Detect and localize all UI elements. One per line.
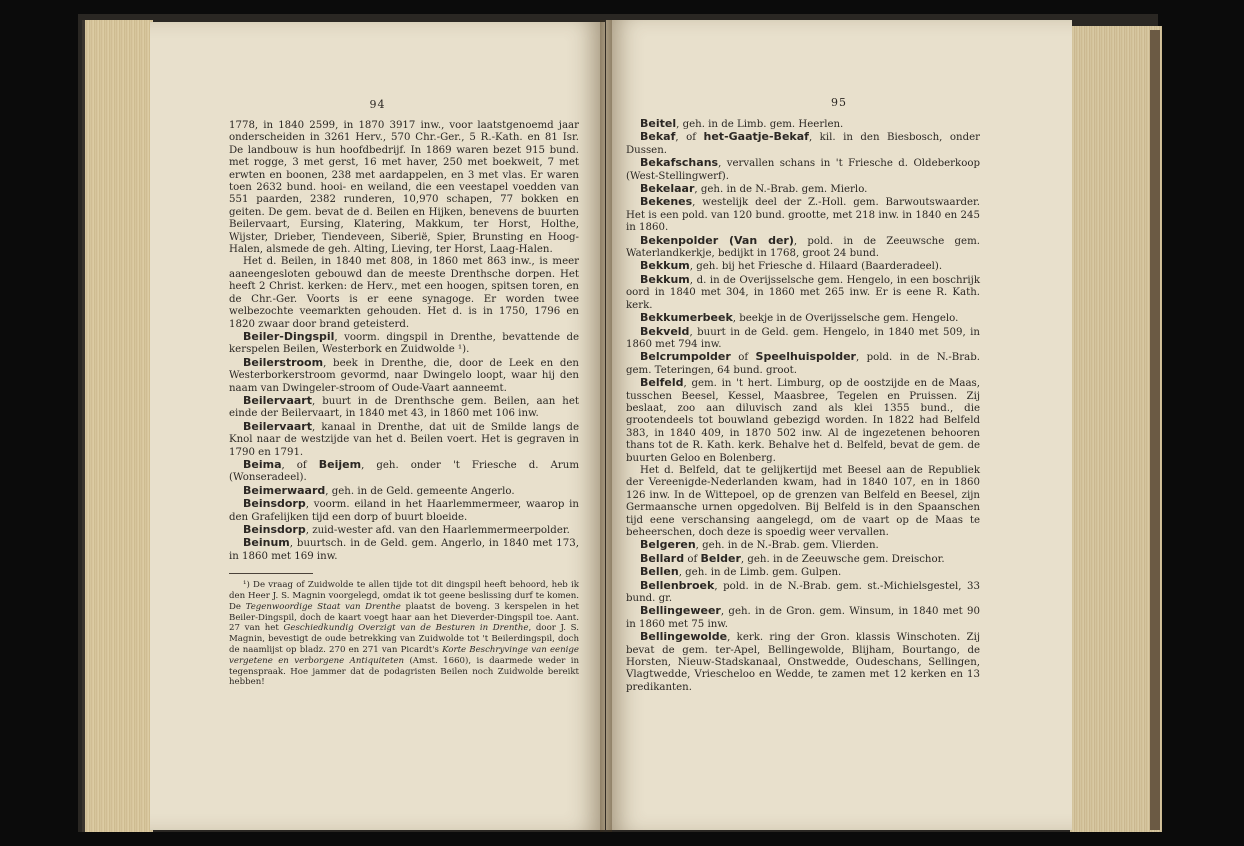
entry-body: , voorm. dingspil in Drenthe, bevattende de kerspelen Beilen, Westerbork en Zuidwolde ¹). xyxy=(229,331,579,356)
entry-body: , voorm. eiland in het Haarlemmermeer, waarop in den Grafelijken tijd een dorp of buurt bloeide. xyxy=(229,499,579,523)
entry xyxy=(626,196,980,234)
right-page-edges xyxy=(1070,26,1162,832)
right-page-text xyxy=(626,118,980,694)
headword: Beiler-Dingspil xyxy=(243,329,335,343)
entry xyxy=(229,357,579,395)
headword: Bellard xyxy=(640,551,685,565)
headword: Bekveld xyxy=(640,324,690,338)
entry xyxy=(626,566,980,579)
left-page-edges xyxy=(82,20,153,832)
entry-body: , buurt in de Geld. gem. Hengelo, in 1840 met 509, in 1860 met 794 inw. xyxy=(626,326,980,350)
entry-body: , buurtsch. in de Geld. gem. Angerlo, in 1840 met 173, in 1860 met 169 inw. xyxy=(229,538,579,562)
entry-body: , of xyxy=(281,459,319,471)
headword: Bekenpolder (Van der) xyxy=(640,233,794,247)
entry xyxy=(626,118,980,131)
right-edge-shadow xyxy=(1150,30,1160,830)
headword: Bekkum xyxy=(640,259,690,273)
headword: Beimerwaard xyxy=(243,483,326,497)
page-number-right: 95 xyxy=(831,96,847,109)
headword: Bekkum xyxy=(640,272,690,286)
headword: Belfeld xyxy=(640,376,684,390)
headword: Bellenbroek xyxy=(640,578,715,592)
entry xyxy=(626,235,980,261)
entry-body: , zuid-wester afd. van den Haarlemmermeerpolder. xyxy=(305,525,570,536)
entry-body: , westelijk deel der Z.-Holl. gem. Barwoutswaarder. Het is een pold. van 120 bund. grootte, met 218 inw. in 1840 en 245 in 1860. xyxy=(626,197,980,234)
footnote-title: Tegenwoordige Staat van Drenthe xyxy=(245,601,401,612)
entry xyxy=(626,351,980,377)
entry xyxy=(229,421,579,459)
entry xyxy=(626,183,980,196)
headword: Belder xyxy=(700,551,741,565)
entry-body: , geh. bij het Friesche d. Hilaard (Baarderadeel). xyxy=(689,261,943,273)
entry-body: , d. in de Overijsselsche gem. Hengelo, in een boschrijk oord in 1840 met 304, in 1860 met 265 inw. Er is eene R. Kath. kerk. xyxy=(626,274,980,311)
entry-body: , geh. in de Geld. gemeente Angerlo. xyxy=(325,485,515,497)
headword: Beinsdorp xyxy=(243,523,306,536)
entry-body: , geh. in de Zeeuwsche gem. Dreischor. xyxy=(740,553,945,565)
footnote xyxy=(229,580,579,688)
headword: het-Gaatje-Bekaf xyxy=(703,130,809,144)
paragraph: Het d. Beilen, in 1840 met 808, in 1860 met 863 inw., is meer aaneengesloten gebouwd dan de meeste Drenthsche dorpen. Het heeft 2 Christ. kerken: de Herv., met een hoogen, spitsen toren, en de Chr.-Ger. Voorts is er eene synagoge. Er worden twee welbezochte veemarkten gehouden. Het d. is in 1750, 1796 en 1820 zwaar door brand geteisterd. xyxy=(229,256,579,330)
entry-body: , gem. in 't hert. Limburg, op de oostzijde en de Maas, tusschen Beesel, Kessel, Maasbree, Tegelen en Pruissen. Zij beslaat, zoo aan diluvisch zand als klei 1355 bund., die grootendeels tot bouwland gebezigd worden. In 1822 had Belfeld 383, in 1840 409, in 1870 502 inw. Al de ingezetenen behooren thans tot de R. Kath. kerk. Behalve het d. Belfeld, bevat de gem. de buurten Geloo en Bolenberg. xyxy=(626,378,980,464)
headword: Beinum xyxy=(243,536,290,550)
headword: Beima xyxy=(243,457,282,471)
entry xyxy=(626,605,980,631)
headword: Beilervaart xyxy=(243,419,312,433)
headword: Beinsdorp xyxy=(243,497,306,511)
entry xyxy=(229,498,579,524)
entry-body: , kerk. ring der Gron. klassis Winschoten. Zij bevat de gem. ter-Apel, Bellingewolde, Blijham, Bourtango, de Horsten, Nieuw-Stadskanaal, Onstwedde, Oudeschans, Sellingen, Vlagtwedde, Vriescheloo en Wedde, te zamen met 12 kerken en 13 predikanten. xyxy=(626,632,980,693)
entry xyxy=(229,485,579,498)
headword: Bekafschans xyxy=(640,156,719,170)
entry xyxy=(229,331,579,357)
headword: Beijem xyxy=(318,457,362,471)
entry xyxy=(626,157,980,183)
headword: Beilerstroom xyxy=(243,355,324,369)
entry xyxy=(626,580,980,606)
paragraph: Het d. Belfeld, dat te gelijkertijd met Beesel aan de Republiek der Vereenigde-Nederlanden kwam, had in 1840 107, en in 1860 126 inw. In de Wittepoel, op de grenzen van Belfeld en Beesel, zijn Germaansche urnen opgedolven. Bij Belfeld is in den Spaanschen tijd eene verschansing aangelegd, om de vaart op de Maas te beheerschen, doch deze is spoedig weer vervallen. xyxy=(626,464,980,538)
footnote-text: ¹) De vraag of Zuidwolde te allen tijde tot dit dingspil heeft behoord, heb ik den Heer J. S. Magnin voorgelegd, omdat ik tot geene beslissing durf te komen. De xyxy=(229,580,579,612)
headword: Belgeren xyxy=(640,538,696,552)
entry-body: , beek in Drenthe, die, door de Leek en den Westerborkerstroom gevormd, naar Dwingelo loopt, waar hij den naam van Dwingeler-stroom of Oude-Vaart aanneemt. xyxy=(229,357,579,394)
entry xyxy=(626,539,980,552)
headword: Beilervaart xyxy=(243,393,312,407)
entry xyxy=(229,537,579,563)
entry-body: , buurt in de Drenthsche gem. Beilen, aan het einde der Beilervaart, in 1840 met 43, in 1860 met 106 inw. xyxy=(229,395,579,420)
right-page xyxy=(606,20,1072,830)
entry xyxy=(626,131,980,157)
headword: Bekenes xyxy=(640,195,693,209)
entry xyxy=(626,260,980,273)
entry-body: , vervallen schans in 't Friesche d. Oldeberkoop (West-Stellingwerf). xyxy=(626,158,980,182)
entry xyxy=(229,524,579,537)
headword: Bekkumerbeek xyxy=(640,311,733,325)
headword: Bellingewolde xyxy=(640,630,728,644)
headword: Bekelaar xyxy=(640,182,695,196)
headword: Bellingeweer xyxy=(640,604,721,618)
entry-body: of xyxy=(684,553,701,565)
entry-body: , kil. in den Biesbosch, onder Dussen. xyxy=(626,132,981,156)
entry-body: , geh. in de Limb. gem. Gulpen. xyxy=(678,567,842,579)
headword: Beitel xyxy=(640,117,677,130)
footnote-text: (Amst. 1660), is daarmede weder in tegenspraak. Hoe jammer dat de podagristen Beilen noch Zuidwolde bereikt hebben! xyxy=(229,655,579,688)
footnote-text: plaatst de boveng. 3 kerspelen in het Beiler-Dingspil, doch de kaart voegt haar aan het Dieverder-Dingspil toe. Aant. 27 van het xyxy=(229,601,579,634)
entry-body: , pold. in de Zeeuwsche gem. Waterlandkerkje, bedijkt in 1768, groot 24 bund. xyxy=(626,235,980,260)
entry-body: , beekje in de Overijsselsche gem. Hengelo. xyxy=(732,313,959,325)
left-page xyxy=(150,22,605,830)
book-gutter xyxy=(600,20,612,832)
entry-body: , geh. in de Limb. gem. Heerlen. xyxy=(676,119,844,130)
entry-body: of xyxy=(730,352,756,364)
page-number-left: 94 xyxy=(369,98,386,111)
entry xyxy=(229,395,579,421)
entry xyxy=(626,274,980,312)
footnote-rule xyxy=(229,573,313,574)
entry-body: , pold. in de N.-Brab. gem. st.-Michielsgestel, 33 bund. gr. xyxy=(626,580,980,605)
headword: Belcrumpolder xyxy=(640,350,731,364)
headword: Speelhuispolder xyxy=(755,350,856,364)
footnote-title: Korte Beschryvinge van eenige vergetene en verborgene Antiquiteten xyxy=(229,645,580,666)
entry xyxy=(626,553,980,566)
entry-body: , geh. onder 't Friesche d. Arum (Wonseradeel). xyxy=(229,459,579,484)
footnote-title: Geschiedkundig Overzigt van de Besturen in Drenthe xyxy=(283,623,529,634)
entry xyxy=(626,377,980,465)
entry xyxy=(229,459,579,485)
footnote-text: , door J. S. Magnin, bevestigt de oude betrekking van Zuidwolde tot 't Beilerdingspil, doch de naamlijst op bladz. 270 en 271 van Picardt's xyxy=(229,623,579,655)
entry-body: , of xyxy=(675,132,704,144)
entry xyxy=(626,631,980,694)
headword: Bekaf xyxy=(640,130,676,144)
entry-body: , geh. in de Gron. gem. Winsum, in 1840 met 90 in 1860 met 75 inw. xyxy=(626,606,980,630)
entry xyxy=(626,326,980,352)
left-page-text xyxy=(229,120,579,688)
entry-body: , geh. in de N.-Brab. gem. Vlierden. xyxy=(695,540,879,552)
entry xyxy=(626,312,980,325)
entry-body: , pold. in de N.-Brab. gem. Teteringen, 64 bund. groot. xyxy=(626,352,980,376)
headword: Bellen xyxy=(640,565,679,579)
entry-body: , geh. in de N.-Brab. gem. Mierlo. xyxy=(694,184,868,196)
paragraph: 1778, in 1840 2599, in 1870 3917 inw., voor laatstgenoemd jaar onderscheiden in 3261 Herv., 570 Chr.-Ger., 5 R.-Kath. en 81 Isr. De landbouw is hun hoofdbedrijf. In 1869 waren bezet 915 bund. met rogge, 3 met gerst, 16 met haver, 250 met boekweit, 7 met erwten en boonen, 238 met aardappelen, en 3 met vlas. Er waren toen 2632 bund. hooi- en weiland, die een veestapel voedden van 551 paarden, 2382 runderen, 10,970 schapen, 77 bokken en geiten. De gem. bevat de d. Beilen en Hijken, benevens de buurten Beilervaart, Eursing, Klatering, Makkum, ter Horst, Holthe, Wijster, Drieber, Tiendeveen, Siberië, Spier, Brunsting en Hoog-Halen, alsmede de geh. Alting, Lieving, ter Horst, Laag-Halen. xyxy=(229,120,579,256)
entry-body: , kanaal in Drenthe, dat uit de Smilde langs de Knol naar de westzijde van het d. Beilen voert. Het is gegraven in 1790 en 1791. xyxy=(229,421,579,458)
